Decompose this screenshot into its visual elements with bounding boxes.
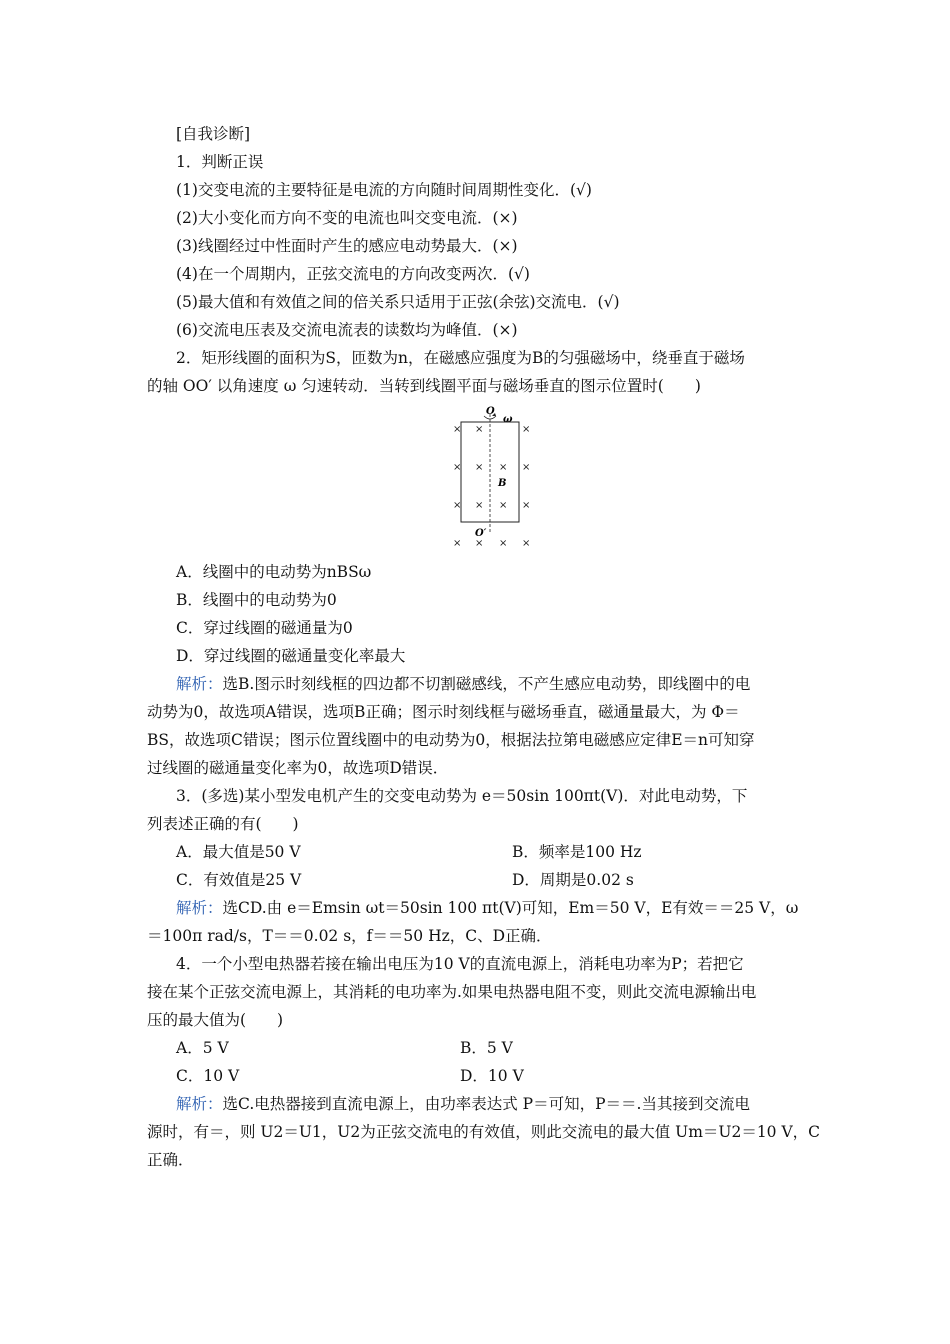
field-cross: × bbox=[522, 500, 531, 511]
field-cross: × bbox=[453, 462, 462, 473]
q4-analysis-cont: 正确． bbox=[147, 1151, 194, 1169]
q3-option: D．周期是0.02 s bbox=[512, 871, 634, 889]
axis-label-top: O bbox=[486, 406, 495, 417]
analysis-label: 解析： bbox=[176, 675, 223, 693]
q2-stem-cont: 的轴 OO′ 以角速度 ω 匀速转动．当转到线圈平面与磁场垂直的图示位置时( ) bbox=[147, 377, 701, 395]
q4-option: C．10 V bbox=[176, 1067, 240, 1085]
section-header: [自我诊断] bbox=[176, 125, 251, 143]
axis-label-bottom: O′ bbox=[475, 528, 487, 539]
q1-item: (4)在一个周期内，正弦交流电的方向改变两次．(√) bbox=[176, 265, 530, 283]
field-cross: × bbox=[475, 424, 484, 435]
field-label: B bbox=[498, 478, 507, 489]
q3-analysis bbox=[176, 898, 836, 918]
q2-option: A．线圈中的电动势为nBSω bbox=[176, 563, 372, 581]
q3-option: A．最大值是50 V bbox=[176, 843, 301, 861]
q4-analysis bbox=[176, 1094, 836, 1114]
field-cross: × bbox=[475, 500, 484, 511]
field-cross: × bbox=[522, 424, 531, 435]
q1-item: (2)大小变化而方向不变的电流也叫交变电流．(×) bbox=[176, 209, 518, 227]
omega-label: ω bbox=[503, 414, 513, 425]
q2-option: D．穿过线圈的磁通量变化率最大 bbox=[176, 647, 406, 665]
q3-stem-cont: 列表述正确的有( ) bbox=[147, 815, 299, 833]
field-cross: × bbox=[499, 500, 508, 511]
q2-option: B．线圈中的电动势为0 bbox=[176, 591, 337, 609]
q3-option: C．有效值是25 V bbox=[176, 871, 302, 889]
coil-in-magnetic-field-figure bbox=[445, 402, 545, 552]
field-cross: × bbox=[453, 424, 462, 435]
q2-analysis-cont: 动势为0，故选项A错误，选项B正确；图示时刻线框与磁场垂直，磁通量最大，为 Φ＝ bbox=[147, 703, 740, 721]
field-cross: × bbox=[475, 538, 484, 549]
q1-title: 1．判断正误 bbox=[176, 153, 264, 171]
q4-option: D．10 V bbox=[460, 1067, 524, 1085]
analysis-text: 选C.电热器接到直流电源上，由功率表达式 P＝可知，P＝＝.当其接到交流电 bbox=[222, 1095, 750, 1113]
q1-item: (1)交变电流的主要特征是电流的方向随时间周期性变化．(√) bbox=[176, 181, 592, 199]
q3-stem: 3．(多选)某小型发电机产生的交变电动势为 e＝50sin 100πt(V)．对此电动势，下 bbox=[176, 787, 748, 805]
analysis-label: 解析： bbox=[176, 1095, 223, 1113]
field-cross: × bbox=[453, 500, 462, 511]
q1-item: (3)线圈经过中性面时产生的感应电动势最大．(×) bbox=[176, 237, 518, 255]
field-cross: × bbox=[499, 462, 508, 473]
q2-analysis bbox=[176, 674, 836, 694]
q4-analysis-cont: 源时，有＝，则 U2＝U1，U2为正弦交流电的有效值，则此交流电的最大值 Um＝U2＝10 V，C bbox=[147, 1123, 821, 1141]
q1-item: (5)最大值和有效值之间的倍关系只适用于正弦(余弦)交流电．(√) bbox=[176, 293, 620, 311]
q2-stem: 2．矩形线圈的面积为S，匝数为n，在磁感应强度为B的匀强磁场中，绕垂直于磁场 bbox=[176, 349, 745, 367]
q3-analysis-cont: ＝100π rad/s，T＝＝0.02 s，f＝＝50 Hz，C、D正确． bbox=[147, 927, 552, 945]
q2-analysis-cont: 过线圈的磁通量变化率为0，故选项D错误． bbox=[147, 759, 449, 777]
analysis-text: 选B.图示时刻线框的四边都不切割磁感线，不产生感应电动势，即线圈中的电 bbox=[222, 675, 751, 693]
field-cross: × bbox=[522, 538, 531, 549]
field-cross: × bbox=[475, 462, 484, 473]
analysis-text: 选CD.由 e＝Emsin ωt＝50sin 100 πt(V)可知，Em＝50 V，E有效＝＝25 V，ω bbox=[222, 899, 799, 917]
q4-stem-cont: 接在某个正弦交流电源上，其消耗的电功率为.如果电热器电阻不变，则此交流电源输出电 bbox=[147, 983, 757, 1001]
field-cross: × bbox=[499, 538, 508, 549]
field-cross: × bbox=[522, 462, 531, 473]
q2-analysis-cont: BS，故选项C错误；图示位置线圈中的电动势为0，根据法拉第电磁感应定律E＝n可知穿 bbox=[147, 731, 755, 749]
analysis-label: 解析： bbox=[176, 899, 223, 917]
q3-option: B．频率是100 Hz bbox=[512, 843, 642, 861]
q4-option: A．5 V bbox=[176, 1039, 229, 1057]
q4-option: B．5 V bbox=[460, 1039, 513, 1057]
field-cross: × bbox=[453, 538, 462, 549]
q2-option: C．穿过线圈的磁通量为0 bbox=[176, 619, 353, 637]
q4-stem-cont: 压的最大值为( ) bbox=[147, 1011, 284, 1029]
q4-stem: 4．一个小型电热器若接在输出电压为10 V的直流电源上，消耗电功率为P；若把它 bbox=[176, 955, 744, 973]
q1-item: (6)交流电压表及交流电流表的读数均为峰值．(×) bbox=[176, 321, 518, 339]
